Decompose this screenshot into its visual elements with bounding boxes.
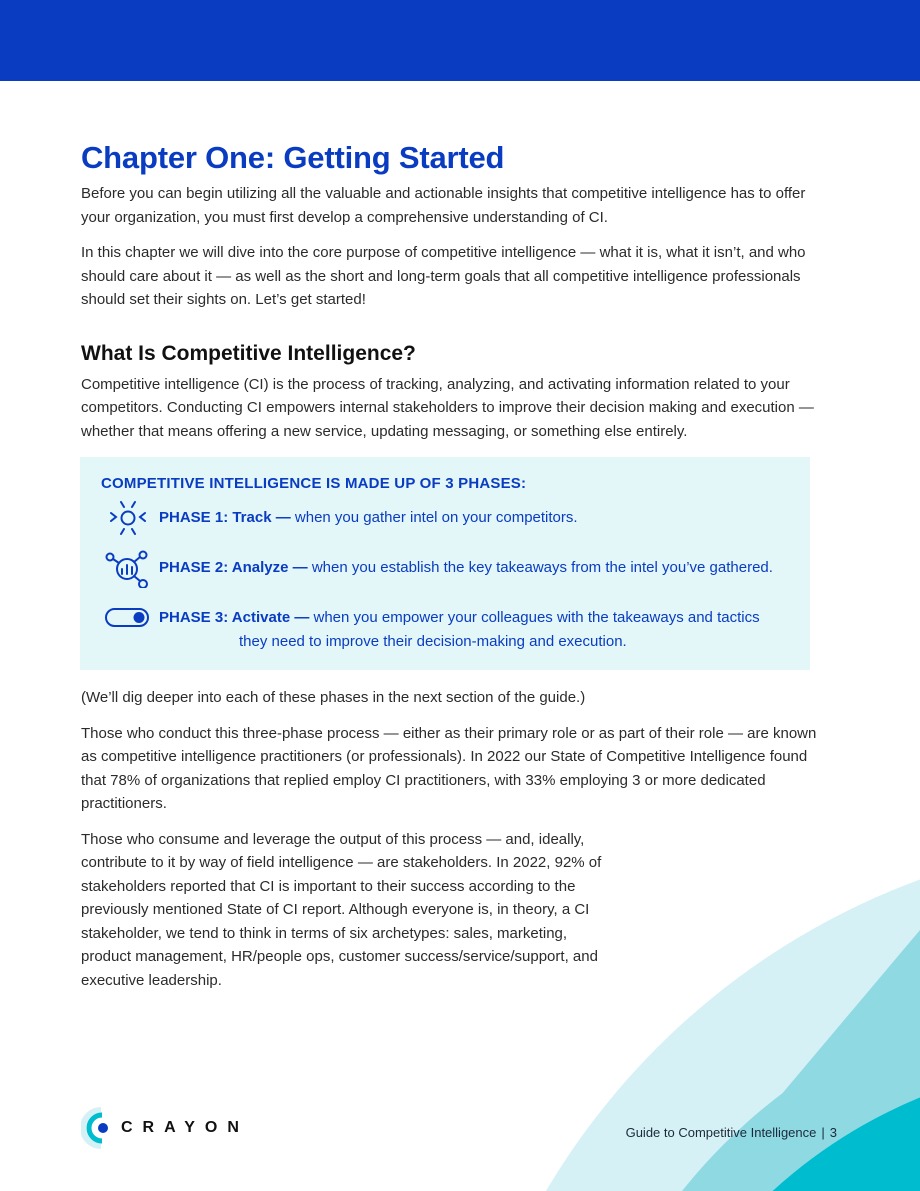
phase-2-description: when you establish the key takeaways from the intel you’ve gathered. xyxy=(311,559,773,576)
phase-item-track xyxy=(101,506,810,538)
phase-2-label: PHASE 2: Analyze xyxy=(159,559,289,576)
stakeholders-paragraph: Those who consume and leverage the output of this process — and, ideally, contribute to it by way of field intelligence — are stakeholders. In 2022, 92% of stakeholders reported that CI is important to their success according to the previously mentioned State of CI report. Although everyone is, in theory, a CI stakeholder, we tend to think in terms of six archetypes: sales, marketing, product management, HR/people ops, customer success/service/support, and executive leadership. xyxy=(81,830,602,989)
phase-1-description: when you gather intel on your competitors. xyxy=(294,509,578,526)
phases-note: (We’ll dig deeper into each of these phases in the next section of the guide.) xyxy=(81,689,586,706)
chapter-intro-paragraph-2: In this chapter we will dive into the core purpose of competitive intelligence — what it is, what it isn’t, and who should care about it — as well as the short and long-term goals that all competitive intelligence professionals should set their sights on. Let’s get started! xyxy=(81,244,806,308)
guide-title: Guide to Competitive Intelligence xyxy=(625,1125,817,1140)
phase-3-dash: — xyxy=(294,609,310,626)
chapter-intro-paragraph-1: Before you can begin utilizing all the valuable and actionable insights that competitive intelligence has to offer your organization, you must first develop a comprehensive understanding of CI. xyxy=(81,185,806,226)
activate-toggle-icon xyxy=(101,598,159,638)
section-heading: What Is Competitive Intelligence? xyxy=(81,341,416,365)
phase-item-activate xyxy=(101,606,810,654)
chapter-title: Chapter One: Getting Started xyxy=(81,140,505,175)
phase-3-label: PHASE 3: Activate xyxy=(159,609,291,626)
phase-1-dash: — xyxy=(275,509,291,526)
phase-3-description: when you empower your colleagues with the takeaways and tactics xyxy=(313,609,760,626)
phases-callout xyxy=(80,457,810,670)
practitioners-paragraph: Those who conduct this three-phase process — either as their primary role or as part of their role — are known as competitive intelligence practitioners (or professionals). In 2022 our State of Competitive Intelligence found that 78% of organizations that replied employ CI practitioners, with 33% employing 3 or more dedicated practitioners. xyxy=(81,724,817,812)
section-body: Competitive intelligence (CI) is the process of tracking, analyzing, and activating information related to your competitors. Conducting CI empowers internal stakeholders to improve their decision making and execution — whether that means offering a new service, updating messaging, or something else entirely. xyxy=(81,375,814,440)
phase-item-analyze xyxy=(101,556,810,588)
page-footer xyxy=(626,1125,837,1140)
track-radar-icon xyxy=(101,498,159,538)
callout-title: COMPETITIVE INTELLIGENCE IS MADE UP OF 3 PHASES: xyxy=(101,475,527,492)
logo-wordmark: CRAYON xyxy=(121,1119,249,1136)
page-number: 3 xyxy=(829,1125,837,1140)
page-content xyxy=(81,138,821,1004)
crayon-logo-mark-icon xyxy=(81,1107,113,1149)
analyze-chart-icon xyxy=(101,548,159,588)
phase-2-dash: — xyxy=(292,559,308,576)
footer-separator: | xyxy=(821,1125,825,1140)
phase-3-description-continued: they need to improve their decision-making and execution. xyxy=(239,633,627,650)
phase-1-label: PHASE 1: Track xyxy=(159,509,272,526)
crayon-logo xyxy=(81,1107,249,1149)
